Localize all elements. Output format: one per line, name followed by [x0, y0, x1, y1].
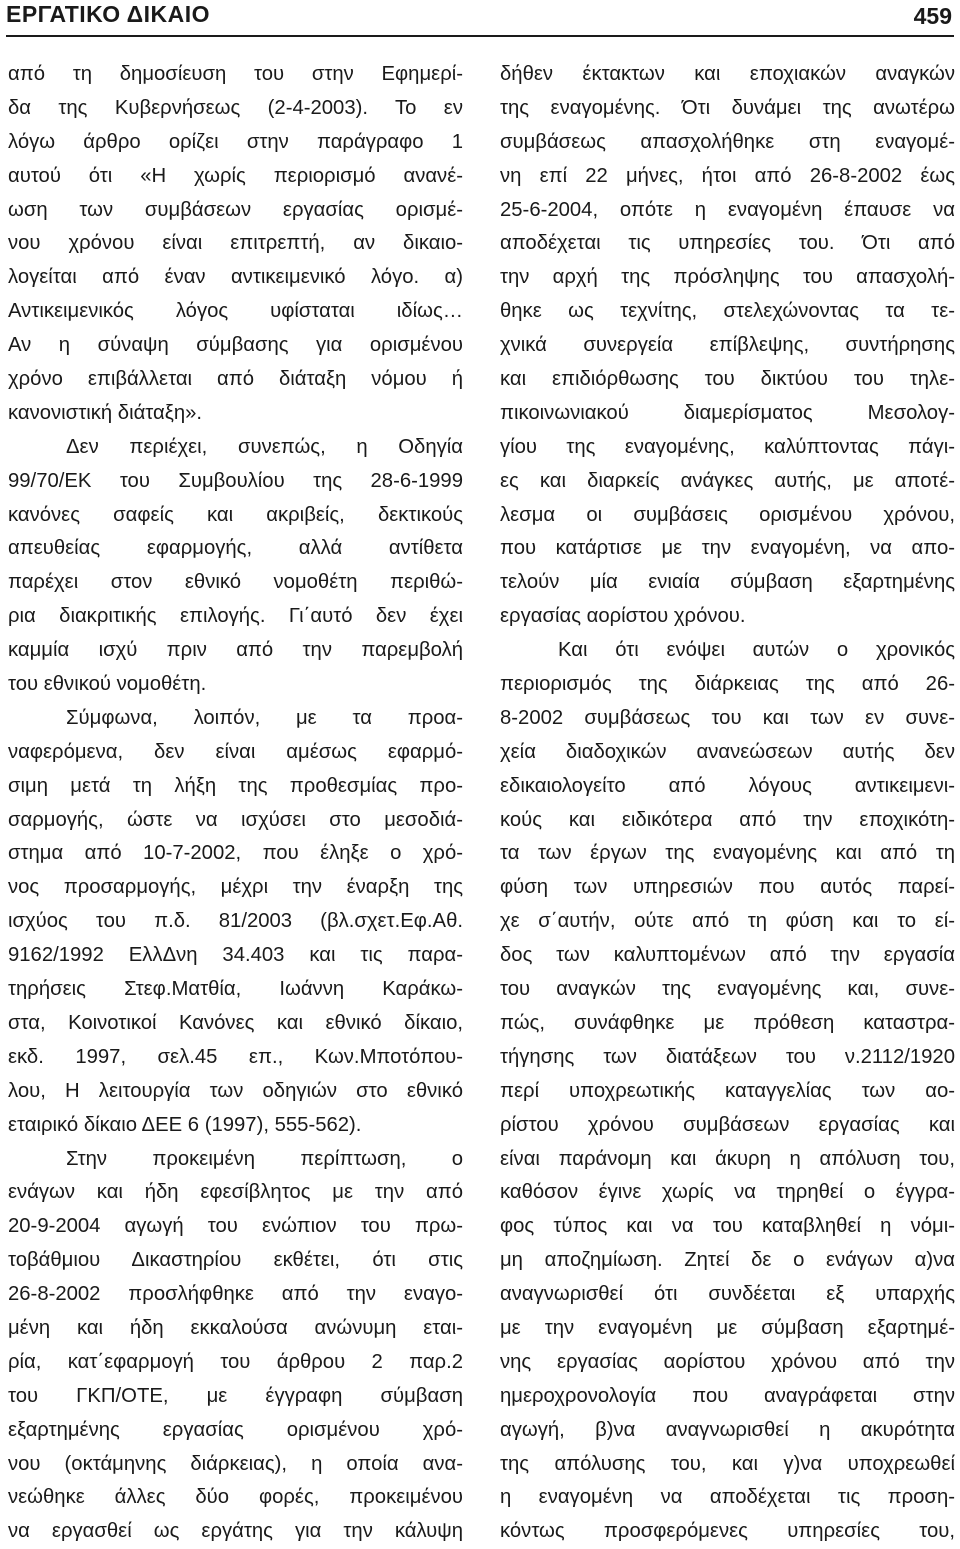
page-number: 459: [913, 3, 952, 29]
text-line: χε σ΄αυτήν, ούτε από τη φύση και το εί-: [500, 910, 955, 933]
text-line: με την εναγομένη με σύμβαση εξαρτημέ-: [500, 1316, 955, 1339]
text-line: σιμη μετά τη λήξη της προθεσμίας προ-: [8, 774, 463, 797]
text-line: καθόσον έγινε χωρίς να τηρηθεί ο έγγρα-: [500, 1181, 955, 1204]
text-line: 20-9-2004 αγωγή του ενώπιον του πρω-: [8, 1215, 463, 1238]
left-column: [8, 58, 463, 1549]
text-line: λόγω άρθρο ορίζει στην παράγραφο 1: [8, 130, 463, 153]
text-line: γίου της εναγομένης, καλύπτοντας πάγι-: [500, 435, 955, 458]
text-line: η εναγομένη να αποδέχεται τις προση-: [500, 1486, 955, 1509]
text-line: να εργασθεί ως εργάτης για την κάλυψη: [8, 1520, 463, 1543]
text-line: αγωγή, β)να αναγνωρισθεί η ακυρότητα: [500, 1418, 955, 1441]
text-line: κούς και ειδικότερα από την εποχικότη-: [500, 808, 955, 831]
header-rule: [6, 35, 954, 37]
text-line: του ΓΚΠ/ΟΤΕ, με έγγραφη σύμβαση: [8, 1384, 463, 1407]
text-line: ισχύος του π.δ. 81/2003 (βλ.σχετ.Εφ.Αθ.: [8, 910, 463, 933]
text-line: που κατάρτισε με την εναγομένη, να απο-: [500, 537, 955, 560]
text-line: λου, Η λειτουργία των οδηγιών στο εθνικό: [8, 1079, 463, 1102]
text-line: 9162/1992 ΕλλΔνη 34.403 και τις παρα-: [8, 944, 463, 967]
text-line: Δεν περιέχει, συνεπώς, η Οδηγία: [66, 435, 463, 458]
text-line: ενάγων και ήδη εφεσίβλητος με την από: [8, 1181, 463, 1204]
text-line: νη επί 22 μήνες, ήτοι από 26-8-2002 έως: [500, 164, 955, 187]
text-line: πώς, συνάφθηκε με πρόθεση καταστρα-: [500, 1011, 955, 1034]
text-line: εκδ. 1997, σελ.45 επ., Κων.Μποτόπου-: [8, 1045, 463, 1068]
text-line: Αν η σύναψη σύμβασης για ορισμένου: [8, 334, 463, 357]
text-line: Και ότι ενόψει αυτών ο χρονικός: [558, 639, 955, 662]
text-line: κανονιστική διάταξη».: [8, 401, 203, 424]
text-line: της εναγομένης. Ότι δυνάμει της ανωτέρω: [500, 96, 955, 119]
text-line: στα, Κοινοτικοί Κανόνες και εθνικό δίκαιο,: [8, 1011, 463, 1034]
text-line: τήγησης των διατάξεων του ν.2112/1920: [500, 1045, 955, 1068]
text-line: ρια διακριτικής επιλογής. Γι΄αυτό δεν έχει: [8, 605, 463, 628]
text-line: φος τύπος και να του καταβληθεί η νόμι-: [500, 1215, 955, 1238]
text-line: τηρήσεις Στεφ.Ματθία, Ιωάννη Καράκω-: [8, 978, 463, 1001]
right-column: [500, 58, 955, 1549]
text-line: εργασίας αορίστου χρόνου.: [500, 605, 746, 628]
text-line: νης εργασίας αορίστου χρόνου από την: [500, 1350, 955, 1373]
text-line: μη αποζημίωση. Ζητεί δε ο ενάγων α)να: [500, 1249, 955, 1272]
text-line: νου χρόνου είναι επιτρεπτή, αν δικαιο-: [8, 232, 463, 255]
text-line: σαρμογής, ώστε να ισχύσει στο μεσοδιά-: [8, 808, 463, 831]
text-line: παρέχει στον εθνικό νομοθέτη περιθώ-: [8, 571, 463, 594]
text-line: θηκε ως τεχνίτης, στελεχώνοντας τα τε-: [500, 300, 955, 323]
text-line: 26-8-2002 προσλήφθηκε από την εναγο-: [8, 1283, 463, 1306]
text-line: εδικαιολογείτο από λόγους αντικειμενι-: [500, 774, 955, 797]
text-line: ες και διαρκείς ανάγκες αυτής, με αποτέ-: [500, 469, 955, 492]
text-line: 25-6-2004, οπότε η εναγομένη έπαυσε να: [500, 198, 955, 221]
text-line: Αντικειμενικός λόγος υφίσταται ιδίως…: [8, 300, 463, 323]
text-line: καμμία ισχύ πριν από την παρεμβολή: [8, 639, 463, 662]
text-line: είναι παράνομη και άκυρη η απόλυση του,: [500, 1147, 955, 1170]
text-line: λεσμα οι συμβάσεις ορισμένου χρόνου,: [500, 503, 955, 526]
text-line: Σύμφωνα, λοιπόν, με τα προα-: [66, 706, 463, 729]
journal-title: ΕΡΓΑΤΙΚΟ ΔΙΚΑΙΟ: [6, 1, 211, 27]
page-header: [6, 0, 954, 34]
text-line: δα της Κυβερνήσεως (2-4-2003). Το εν: [8, 96, 463, 119]
text-line: τοβάθμιου Δικαστηρίου εκθέτει, ότι στις: [8, 1249, 463, 1272]
text-line: χνικά συνεργεία επίβλεψης, συντήρησης: [500, 334, 955, 357]
text-line: του εθνικού νομοθέτη.: [8, 673, 207, 696]
text-line: ρία, κατ΄εφαρμογή του άρθρου 2 παρ.2: [8, 1350, 463, 1373]
text-line: εταιρικό δίκαιο ΔΕΕ 6 (1997), 555-562).: [8, 1113, 362, 1136]
text-line: κανόνες σαφείς και ακριβείς, δεκτικούς: [8, 503, 463, 526]
text-line: νεώθηκε άλλες δύο φορές, προκειμένου: [8, 1486, 463, 1509]
text-line: ρίστου χρόνου συμβάσεων εργασίας και: [500, 1113, 955, 1136]
text-line: χεία διαδοχικών ανανεώσεων αυτής δεν: [500, 740, 955, 763]
text-line: μένη και ήδη εκκαλούσα ανώνυμη εται-: [8, 1316, 463, 1339]
text-line: τα των έργων της εναγομένης και από τη: [500, 842, 955, 865]
text-line: περί υποχρεωτικής καταγγελίας των αο-: [500, 1079, 955, 1102]
text-line: από τη δημοσίευση του στην Εφημερί-: [8, 63, 463, 85]
text-line: ναφερόμενα, δεν είναι αμέσως εφαρμό-: [8, 740, 463, 763]
text-line: αναγνωρισθεί ότι συνδέεται εξ υπαρχής: [500, 1283, 955, 1306]
text-line: φύση των υπηρεσιών που αυτός παρεί-: [500, 876, 955, 899]
text-line: ημεροχρονολογία που αναγράφεται στην: [500, 1384, 955, 1407]
text-line: νου (οκτάμηνης διάρκειας), η οποία ανα-: [8, 1452, 463, 1475]
text-line: τελούν μία ενιαία σύμβαση εξαρτημένης: [500, 571, 955, 594]
text-line: αποδέχεται τις υπηρεσίες του. Ότι από: [500, 232, 955, 255]
text-line: ωση των συμβάσεων εργασίας ορισμέ-: [8, 198, 463, 221]
text-line: 8-2002 συμβάσεως του και των εν συνε-: [500, 706, 955, 729]
text-line: νος προσαρμογής, μέχρι την έναρξη της: [8, 876, 463, 899]
text-line: δος των καλυπτομένων από την εργασία: [500, 944, 955, 967]
text-line: περιορισμός της διάρκειας της από 26-: [500, 673, 955, 696]
text-line: του αναγκών της εναγομένης και, συνε-: [500, 978, 955, 1001]
text-line: απευθείας εφαρμογής, αλλά αντίθετα: [8, 537, 463, 560]
text-line: πικοινωνιακού διαμερίσματος Μεσολογ-: [500, 401, 955, 424]
text-line: δήθεν έκτακτων και εποχιακών αναγκών: [500, 63, 955, 85]
text-line: 99/70/ΕΚ του Συμβουλίου της 28-6-1999: [8, 469, 463, 492]
text-line: Στην προκειμένη περίπτωση, ο: [66, 1147, 463, 1170]
text-line: χρόνο επιβάλλεται από διάταξη νόμου ή: [8, 368, 463, 391]
text-line: συμβάσεως απασχολήθηκε στη εναγομέ-: [500, 130, 955, 153]
text-line: εξαρτημένης εργασίας ορισμένου χρό-: [8, 1418, 463, 1441]
text-line: της απόλυσης του, και γ)να υποχρεωθεί: [500, 1452, 955, 1475]
text-line: λογείται από έναν αντικειμενικό λόγο. α): [8, 266, 463, 289]
text-line: και επιδιόρθωσης του δικτύου του τηλε-: [500, 368, 955, 391]
text-line: αυτού ότι «Η χωρίς περιορισμό ανανέ-: [8, 164, 463, 187]
text-line: κόντως προσφερόμενες υπηρεσίες του,: [500, 1520, 955, 1543]
text-line: την αρχή της πρόσληψης του απασχολή-: [500, 266, 955, 289]
text-line: στημα από 10-7-2002, που έληξε ο χρό-: [8, 842, 463, 865]
